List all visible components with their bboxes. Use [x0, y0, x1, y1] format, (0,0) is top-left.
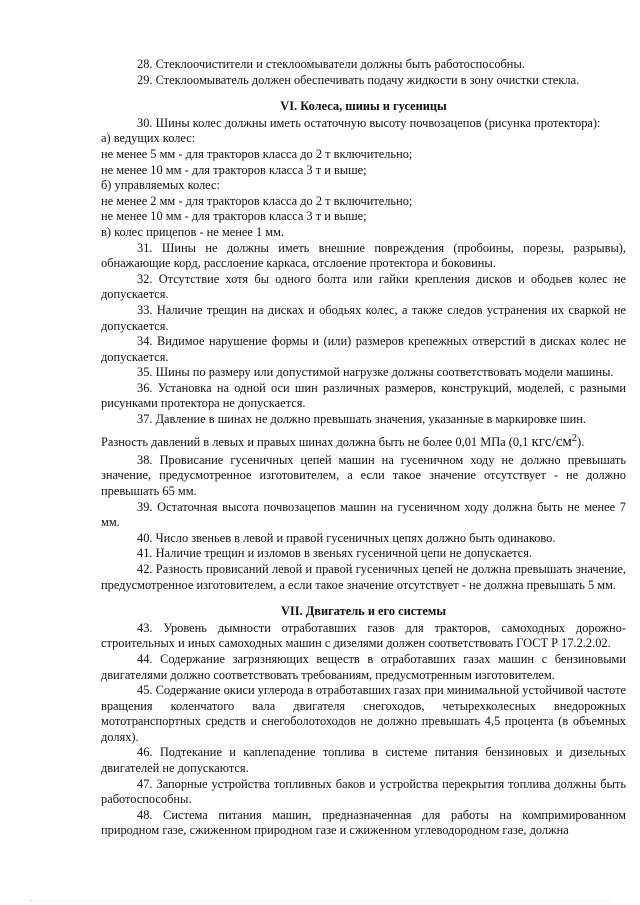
list-item-30b: б) управляемых колес: [101, 178, 220, 193]
paragraph-30: 30. Шины колес должны иметь остаточную высоту почвозацепов (рисунка протектора): [137, 115, 601, 130]
paragraph-40: 40. Число звеньев в левой и правой гусеничных цепях должно быть одинаково. [137, 530, 556, 545]
paragraph-33: 33. Наличие трещин на дисках и ободьях колес, а также следов устранения их сваркой не допускается. [101, 302, 626, 333]
paragraph-47: 47. Запорные устройства топливных баков и устройства перекрытия топлива должны быть работоспособны. [101, 776, 626, 807]
pressure-unit: кгс/см [531, 433, 572, 450]
scan-edge-artifact [30, 898, 610, 901]
paragraph-46: 46. Подтекание и каплепадение топлива в системе питания бензиновых и дизельных двигателей не допускаются. [101, 745, 626, 776]
paragraph-35: 35. Шины по размеру или допустимой нагрузке должны соответствовать модели машины. [137, 365, 614, 380]
paragraph-38: 38. Провисание гусеничных цепей машин на гусеничном ходу не должно превышать значение, предусмотренное изготовителем, а если такое значение отсутствует - не должно превышать 65 мм. [101, 452, 626, 498]
paragraph-37-line-2 [101, 428, 626, 453]
list-item-30b-2: не менее 10 мм - для тракторов класса 3 т и выше; [101, 209, 367, 224]
list-item-30b-1: не менее 2 мм - для тракторов класса до 2 т включительно; [101, 193, 413, 208]
paragraph-41: 41. Наличие трещин и изломов в звеньях гусеничной цепи не допускается. [137, 546, 533, 561]
paragraph-43: 43. Уровень дымности отработавших газов для тракторов, самоходных дорожно-строительных и иных самоходных машин с дизелями должен соответствовать ГОСТ Р 17.2.2.02. [101, 620, 626, 651]
list-item-30a-1: не менее 5 мм - для тракторов класса до 2 т включительно; [101, 146, 413, 161]
list-item-30c: в) колес прицепов - не менее 1 мм. [101, 224, 285, 239]
list-item-30a-2: не менее 10 мм - для тракторов класса 3 т и выше; [101, 162, 367, 177]
paragraph-32: 32. Отсутствие хотя бы одного болта или гайки крепления дисков и ободьев колес не допускается. [101, 271, 626, 302]
list-item-30a: а) ведущих колес: [101, 131, 196, 146]
paragraph-48: 48. Система питания машин, предназначенная для работы на компримированном природном газе, сжиженном природном газе и сжиженном углеводородном газе, должна [101, 807, 626, 838]
paragraph-45: 45. Содержание окиси углерода в отработавших газах при минимальной устойчивой частоте вращения коленчатого вала двигателя снегоходов, четырехколесных внедорожных мототранспортных средств и снегоболотоходов не должно превышать 4,5 процента (в объемных долях). [101, 683, 626, 744]
section-heading-7: VII. Двигатель и его системы [280, 604, 447, 619]
paragraph-37-line-1: 37. Давление в шинах не должно превышать значения, указанные в маркировке шин. [137, 412, 586, 427]
paragraph-34: 34. Видимое нарушение формы и (или) размеров крепежных отверстий в дисках колес не допускается. [101, 334, 626, 364]
paragraph-37-text: Разность давлений в левых и правых шинах должна быть не более 0,01 МПа (0,1 [101, 434, 529, 449]
paragraph-31: 31. Шины не должны иметь внешние повреждения (пробоины, порезы, разрывы), обнажающие корд, расслоение каркаса, отслоение протектора и боковины. [101, 240, 626, 271]
paragraph-42: 42. Разность провисаний левой и правой гусеничных цепей не должна превышать значение, предусмотренное изготовителем, а если такое значение отсутствует - не должна превышать 5 мм. [101, 561, 626, 592]
pressure-unit-exponent: 2 [571, 432, 578, 444]
section-heading-6: VI. Колеса, шины и гусеницы [280, 99, 447, 114]
paragraph-36: 36. Установка на одной оси шин различных размеров, конструкций, моделей, с разными рисунками протектора не допускается. [101, 380, 626, 411]
paragraph-29: 29. Стеклоомыватель должен обеспечивать подачу жидкости в зону очистки стекла. [137, 72, 580, 87]
paragraph-28: 28. Стеклоочистители и стеклоомыватели должны быть работоспособны. [137, 57, 525, 71]
paragraph-44: 44. Содержание загрязняющих веществ в отработавших газах машин с бензиновыми двигателями должно соответствовать требованиям, предусмотренным изготовителем. [101, 651, 626, 682]
paragraph-37-end: ). [577, 434, 585, 449]
paragraph-39: 39. Остаточная высота почвозацепов машин на гусеничном ходу должна быть не менее 7 мм. [101, 499, 626, 530]
